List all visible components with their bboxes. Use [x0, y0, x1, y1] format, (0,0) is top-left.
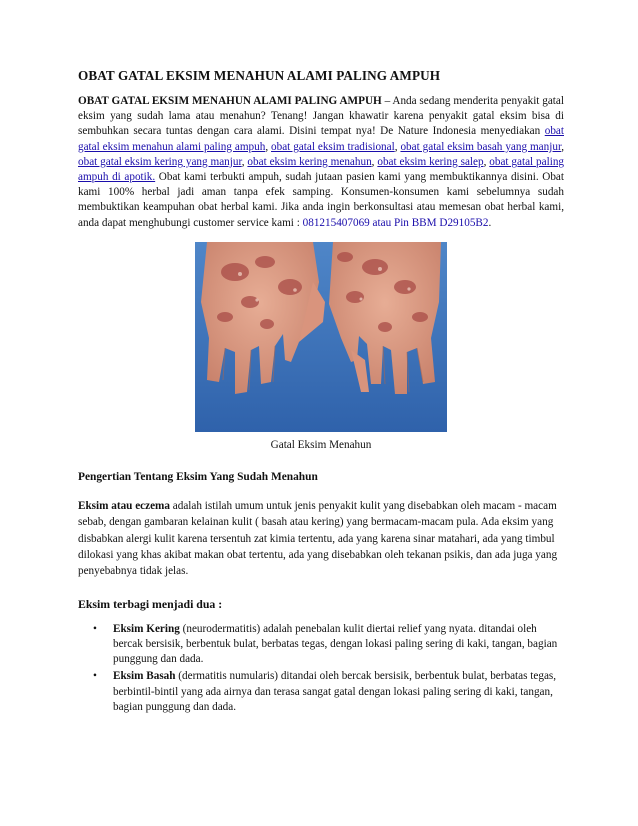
separator: ,: [265, 140, 272, 153]
list-item-text: (neurodermatitis) adalah penebalan kulit diertai relief yang nyata. ditandai oleh bercak bersisik, berbentuk bulat, berbatas tegas, dengan lokasi paling sering di kaki, tangan, bagian punggung dan dada.: [113, 622, 558, 666]
contact-number[interactable]: 081215407069 atau Pin BBM D29105B2: [302, 216, 489, 229]
intro-text: – Anda sedang menderita penyakit gatal eksim yang sudah lama atau menahun? Tenang! Jangan khawatir karena penyakit gatal eksim bisa di sembuhkan secara tuntas dengan cara alami. Disini tempat nya! De Nature Indonesia menyediakan: [78, 95, 564, 138]
figure: [78, 242, 564, 451]
link-obat-eksim-kering[interactable]: obat gatal eksim kering yang manjur: [78, 155, 242, 168]
link-obat-gatal-apotik[interactable]: obat gatal paling ampuh di apotik.: [78, 155, 565, 184]
separator: ,: [561, 140, 565, 153]
intro-lead: OBAT GATAL EKSIM MENAHUN ALAMI PALING AMPUH: [78, 95, 382, 107]
link-obat-eksim-kering-salep[interactable]: obat eksim kering salep: [377, 155, 484, 168]
term-eksim-basah: Eksim Basah: [113, 670, 176, 683]
definition-paragraph: [78, 498, 564, 580]
term-eksim: Eksim atau eczema: [78, 499, 170, 512]
section-heading-jenis: Eksim terbagi menjadi dua :: [78, 596, 223, 611]
intro-text-2: Obat kami terbukti ampuh, sudah jutaan pasien kami yang membuktikannya disini. Obat kami 100% herbal jadi aman tanpa efek samping. Konsumen-konsumen kami sebelumnya sudah membuktikan keampuhan obat herbal kami. Jika anda ingin berkonsultasi atau memesan obat herbal kami, anda dapat menghubungi customer service kami :: [78, 171, 564, 229]
separator: ,: [371, 155, 378, 168]
list-item: [93, 622, 564, 668]
intro-paragraph: [78, 94, 564, 231]
separator: ,: [394, 140, 401, 153]
term-eksim-kering: Eksim Kering: [113, 622, 180, 635]
document-page: [78, 68, 564, 717]
bullet-icon: •: [93, 670, 97, 683]
list-item: [93, 669, 564, 715]
bullet-icon: •: [93, 622, 97, 635]
link-obat-eksim-kering-menahun[interactable]: obat eksim kering menahun: [247, 155, 372, 168]
figure-caption: Gatal Eksim Menahun: [270, 438, 372, 451]
link-obat-eksim-basah[interactable]: obat gatal eksim basah yang manjur: [400, 140, 562, 153]
separator: ,: [241, 155, 248, 168]
eczema-types-list: [78, 622, 564, 715]
period: .: [488, 216, 492, 229]
definition-text: adalah istilah umum untuk jenis penyakit kulit yang disebabkan oleh macam - macam sebab, dengan gambaran kelainan kulit ( basah atau kering) yang bermacam-macam pula. Ada eksim yang disbabkan alergi kulit karena tersentuh zat kimia tertentu, ada yang karena sinar matahari, ada yang timbul dilokasi yang khas akibat makan obat tertentu, ada yang disebabkan oleh tekanan psikis, dan ada juga yang penyebabnya tidak jelas.: [78, 499, 558, 578]
link-obat-eksim-tradisional[interactable]: obat gatal eksim tradisional: [271, 140, 395, 153]
section-heading-pengertian: Pengertian Tentang Eksim Yang Sudah Menahun: [78, 470, 318, 483]
page-title: OBAT GATAL EKSIM MENAHUN ALAMI PALING AMPUH: [78, 68, 441, 83]
separator: ,: [483, 155, 490, 168]
link-obat-eksim-menahun[interactable]: obat gatal eksim menahun alami paling ampuh: [78, 125, 564, 153]
list-item-text: (dermatitis numularis) ditandai oleh bercak bersisik, berbentuk bulat, berbatas tegas, berbintil-bintil yang ada airnya dan terasa sangat gatal dengan lokasi paling sering di kaki, tangan, bagian punggung dan dada.: [113, 670, 557, 713]
eczema-hands-photo: [195, 242, 447, 432]
